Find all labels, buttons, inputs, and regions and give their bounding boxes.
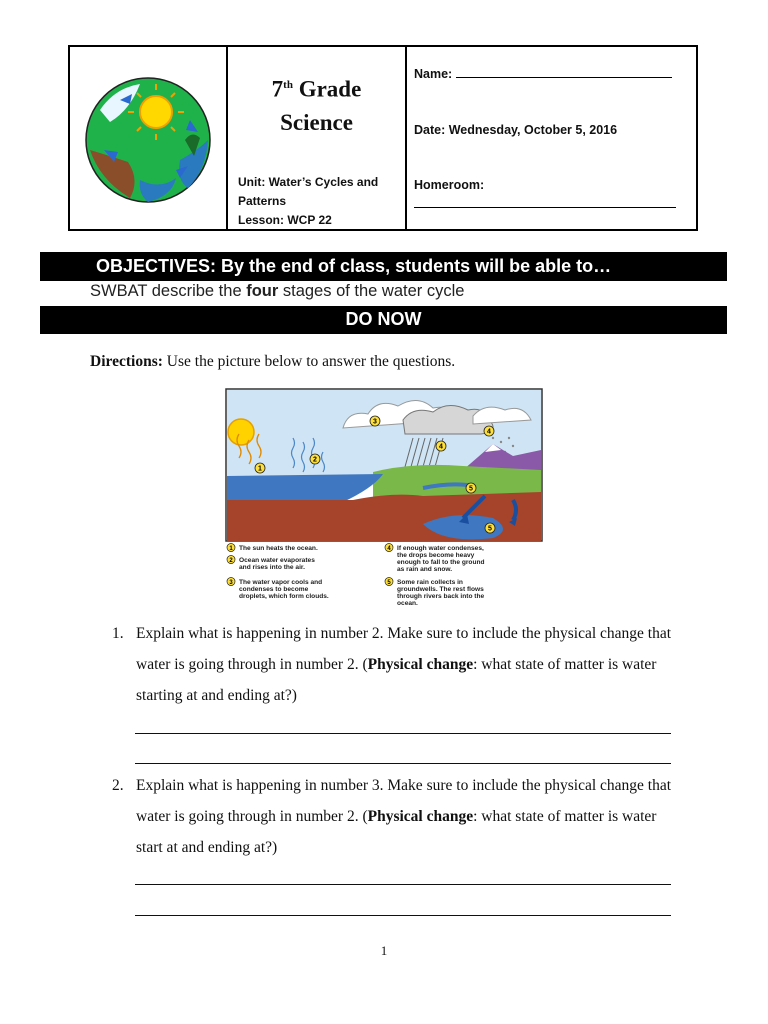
legend-text-5: Some rain collects in [397, 579, 463, 586]
question-2-text-pre: Explain what is happening in number 3. Make sure to include the physical change that water is going through in number 2. ( [136, 777, 672, 825]
name-row [414, 67, 672, 81]
swbat-text-pre: SWBAT describe the [90, 282, 247, 300]
swbat-emphasis: four [246, 282, 279, 300]
legend-text-4: the drops become heavy [397, 552, 475, 559]
svg-text:3: 3 [373, 418, 377, 426]
svg-text:4: 4 [487, 428, 491, 436]
swbat-line [90, 282, 464, 301]
homeroom-label: Homeroom: [414, 178, 485, 192]
svg-text:4: 4 [439, 443, 443, 451]
question-1 [112, 618, 672, 711]
legend-number-4: 4 [387, 546, 391, 552]
legend-text-5: groundwells. The rest flows [397, 586, 484, 593]
answer-line-2b[interactable] [135, 915, 671, 916]
page-number: 1 [380, 943, 388, 958]
water-cycle-diagram [223, 388, 543, 610]
question-2-text-post: : what state of matter is water start at and ending at?) [136, 808, 657, 856]
lesson-label: Lesson: WCP 22 [238, 213, 332, 227]
legend-number-1: 1 [229, 546, 233, 552]
question-1-text [136, 618, 672, 711]
svg-text:2: 2 [313, 456, 317, 464]
svg-text:1: 1 [258, 465, 262, 473]
question-1-text-post: : what state of matter is water starting at and ending at?) [136, 656, 657, 704]
unit-label: Unit: Water’s Cycles and Patterns [238, 175, 379, 208]
earth-logo-cell [70, 47, 228, 229]
subject-title: Science [280, 109, 353, 135]
grade-word: Grade [298, 76, 362, 102]
name-blank[interactable] [456, 77, 672, 78]
grade-suffix: th [283, 79, 293, 91]
question-1-term: Physical change [367, 656, 474, 673]
figure-legend [227, 544, 485, 608]
question-1-number: 1. [112, 625, 124, 642]
objectives-bar: OBJECTIVES: By the end of class, students will be able to… [40, 252, 727, 281]
legend-text-3: The water vapor cools and [239, 579, 323, 586]
question-2-number: 2. [112, 777, 124, 794]
legend-text-2: and rises into the air. [239, 564, 305, 571]
legend-text-4: enough to fall to the ground [397, 559, 485, 566]
date-label: Date: Wednesday, October 5, 2016 [414, 123, 618, 137]
water-cycle-figure [223, 388, 543, 610]
earth-water-cycle-logo [80, 70, 216, 206]
answer-line-1a[interactable] [135, 733, 671, 734]
unit-lesson-block [238, 173, 398, 230]
question-2-term: Physical change [367, 808, 474, 825]
svg-text:5: 5 [469, 485, 473, 493]
legend-text-1: The sun heats the ocean. [239, 545, 318, 552]
directions-text: Use the picture below to answer the questions. [162, 353, 456, 370]
directions [90, 353, 455, 371]
swbat-text-post: stages of the water cycle [278, 282, 465, 300]
legend-number-2: 2 [229, 558, 233, 564]
svg-text:5: 5 [488, 525, 492, 533]
legend-text-5: through rivers back into the [397, 593, 485, 600]
legend-text-3: droplets, which form clouds. [239, 593, 329, 600]
legend-text-4: If enough water condenses, [397, 545, 484, 552]
legend-text-5: ocean. [397, 600, 418, 607]
legend-number-3: 3 [229, 580, 233, 586]
legend-number-5: 5 [387, 580, 391, 586]
worksheet-header [68, 45, 698, 231]
directions-label: Directions: [90, 353, 163, 370]
question-1-text-pre: Explain what is happening in number 2. Make sure to include the physical change that water is going through in number 2. ( [136, 625, 672, 673]
student-info-cell [407, 47, 696, 229]
answer-line-2a[interactable] [135, 884, 671, 885]
homeroom-blank[interactable] [414, 207, 676, 208]
title-cell [228, 47, 407, 229]
name-label: Name: [414, 67, 453, 81]
question-2-text [136, 770, 672, 863]
legend-text-4: as rain and snow. [397, 566, 453, 573]
course-title [228, 69, 405, 139]
answer-line-1b[interactable] [135, 763, 671, 764]
do-now-bar: DO NOW [40, 306, 727, 334]
legend-text-2: Ocean water evaporates [239, 557, 315, 564]
grade-number: 7 [271, 76, 284, 102]
legend-text-3: condenses to become [239, 586, 309, 593]
question-2 [112, 770, 672, 863]
